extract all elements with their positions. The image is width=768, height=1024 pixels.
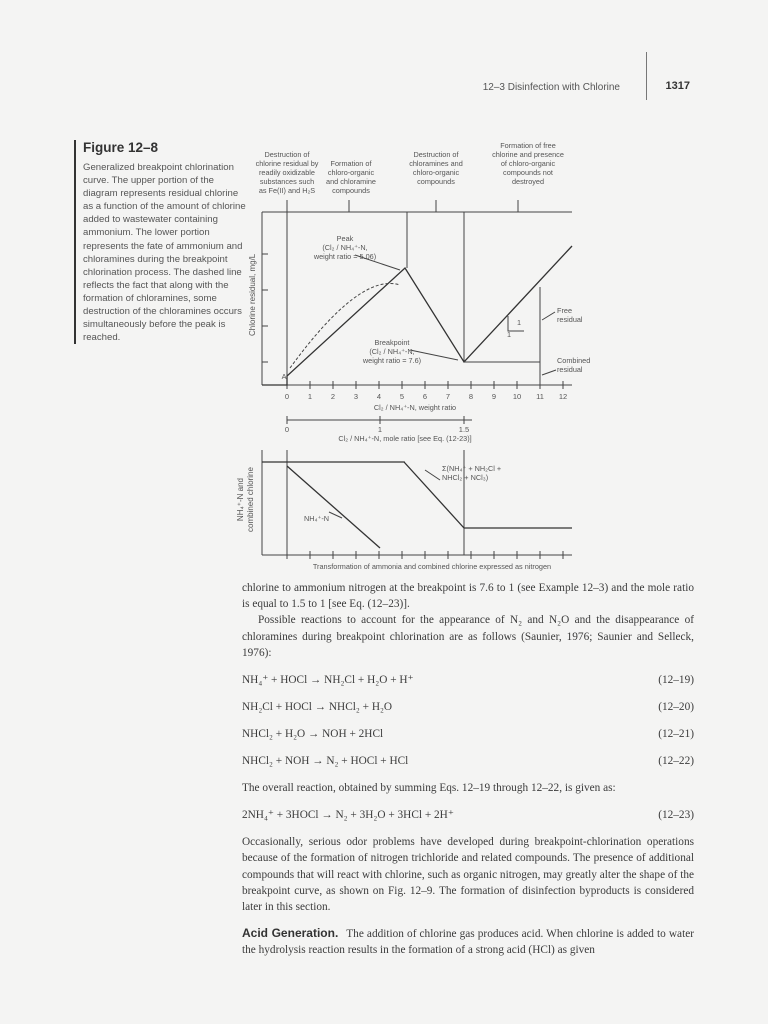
figure-caption-text: Generalized breakpoint chlorination curve. The upper portion of the diagram represents residual chlorine as a function of the amount of chlorine added to wastewater containing ammonium. The lower portion represents the fate of ammonium and chloramines during the breakpoint chlorination process. The dashed line reflects the fact that along with the formation of chloramines, some destruction of the chloramines occurs simultaneously before the peak is reached.	[83, 162, 246, 344]
combined-nitrogen-line	[262, 462, 572, 528]
zone-label-1: Destruction of chlorine residual by readily oxidizable substances such as Fe(II) and H₂S	[255, 150, 319, 195]
equation-text: 2NH₄⁺ + 3HOCl → N₂ + 3H₂O + 3HCl + 2H⁺	[242, 809, 454, 822]
weight-tick: 6	[422, 392, 428, 401]
equation	[242, 807, 694, 823]
equation-text: NHCl₂ + H₂O → NOH + 2HCl	[242, 728, 384, 741]
weight-tick: 2	[330, 392, 336, 401]
slope-triangle	[508, 316, 524, 331]
weight-tick: 7	[445, 392, 451, 401]
page-number: 1317	[665, 80, 690, 92]
paragraph: The overall reaction, obtained by summing Eqs. 12–19 through 12–22, is given as:	[242, 782, 616, 795]
paragraph-text: The addition of chlorine gas produces acid. When chlorine is added to water the hydrolysis reaction results in the formation of a strong acid (HCl) as given	[242, 928, 694, 957]
lower-axis-label: Transformation of ammonia and combined chlorine expressed as nitrogen	[312, 562, 552, 571]
weight-tick: 9	[491, 392, 497, 401]
slope-run-label: 1	[516, 318, 522, 327]
slope-rise-label: 1	[506, 330, 512, 339]
point-a-label: A	[281, 372, 287, 381]
section-title: 12–3 Disinfection with Chlorine	[482, 82, 620, 93]
mole-tick: 1	[377, 425, 383, 434]
paragraph: Possible reactions to account for the appearance of N₂ and N₂O and the disappearance of chloramines during breakpoint chlorination are as follows (Saunier, 1976; Saunier and Selleck, 1976):	[242, 614, 694, 659]
breakpoint-label: Breakpoint (Cl₂ / NH₄⁺-N, weight ratio = 7.6)	[362, 338, 422, 365]
ammonium-line	[287, 466, 380, 548]
zone-label-3: Destruction of chloramines and chloro-organic compounds	[409, 150, 463, 186]
equation-number: (12–22)	[658, 755, 694, 768]
figure-title: Figure 12–8	[83, 140, 159, 155]
weight-tick: 0	[284, 392, 290, 401]
free-residual-label: Free residual	[557, 306, 583, 324]
weight-axis-label: Cl₂ / NH₄⁺-N, weight ratio	[373, 403, 457, 412]
equation-text: NH₄⁺ + HOCl → NH₂Cl + H₂O + H⁺	[242, 674, 414, 687]
equation-number: (12–21)	[658, 728, 694, 741]
equation-text: NH₂Cl + HOCl → NHCl₂ + H₂O	[242, 701, 393, 714]
peak-label: Peak (Cl₂ / NH₄⁺-N, weight ratio = 5.06)	[313, 234, 377, 261]
weight-tick: 10	[512, 392, 522, 401]
sum-label: Σ(NH₄⁺ + NH₂Cl + NHCl₂ + NCl₃)	[442, 464, 502, 482]
lower-y-label: NH₄⁺-N and combined chlorine	[236, 467, 255, 532]
run-in-heading: Acid Generation.	[242, 926, 339, 941]
equation-number: (12–20)	[658, 701, 694, 714]
weight-tick: 4	[376, 392, 382, 401]
paragraph	[242, 925, 694, 958]
body-text	[242, 580, 694, 959]
paragraph: Occasionally, serious odor problems have developed during breakpoint-chlorination operations because of the formation of nitrogen trichloride and related compounds. The presence of additional compounds that will react with chlorine, such as organic nitrogen, may greatly alter the shape of the breakpoint curve, as shown on Fig. 12–9. The formation of disinfection byproducts is considered later in this section.	[242, 836, 694, 914]
paragraph: chlorine to ammonium nitrogen at the breakpoint is 7.6 to 1 (see Example 12–3) and the mole ratio is equal to 1.5 to 1 [see Eq. (12–23)].	[242, 582, 694, 611]
weight-tick: 3	[353, 392, 359, 401]
equation	[242, 672, 694, 688]
equation-text: NHCl₂ + NOH → N₂ + HOCl + HCl	[242, 755, 409, 768]
running-header	[470, 80, 690, 96]
mole-axis-label: Cl₂ / NH₄⁺-N, mole ratio [see Eq. (12-23)]	[338, 434, 472, 443]
weight-tick: 5	[399, 392, 405, 401]
equation	[242, 726, 694, 742]
weight-tick: 8	[468, 392, 474, 401]
equation	[242, 753, 694, 769]
zone-label-4: Formation of free chlorine and presence of chloro-organic compounds not destroyed	[492, 141, 564, 186]
equation	[242, 699, 694, 715]
upper-y-label: Chlorine residual, mg/L	[248, 253, 257, 336]
equation-number: (12–19)	[658, 674, 694, 687]
combined-residual-label: Combined residual	[557, 356, 591, 374]
figure-caption	[74, 140, 248, 344]
dashed-curve	[290, 283, 400, 368]
mole-tick: 1.5	[458, 425, 470, 434]
zone-label-2: Formation of chloro-organic and chloramine compounds	[326, 159, 376, 195]
weight-tick: 1	[307, 392, 313, 401]
breakpoint-curve	[262, 246, 572, 385]
equation-number: (12–23)	[658, 809, 694, 822]
weight-tick: 11	[536, 392, 544, 401]
mole-tick: 0	[284, 425, 290, 434]
ammonium-label: NH₄⁺-N	[304, 514, 330, 523]
weight-tick: 12	[558, 392, 568, 401]
